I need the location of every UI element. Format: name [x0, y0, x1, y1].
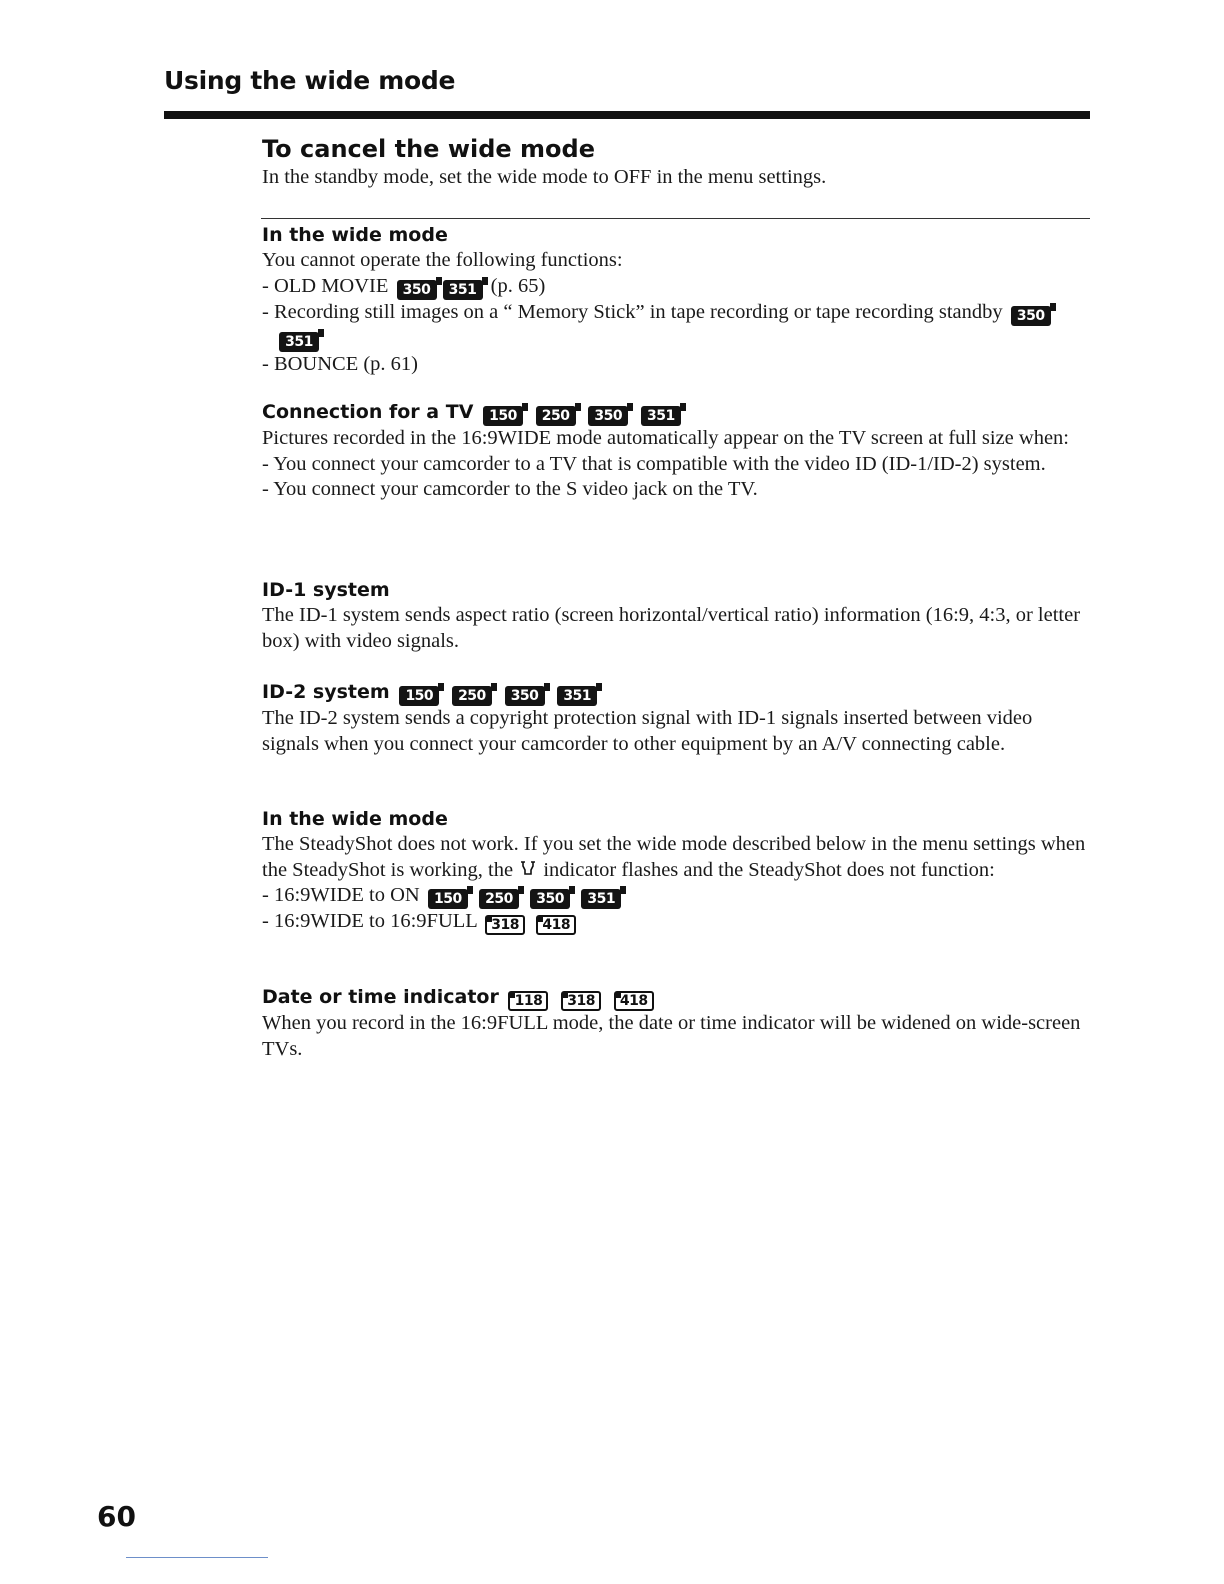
- id1-body: The ID-1 system sends aspect ratio (screen horizontal/vertical ratio) information (16:9, 4:3, or letter box) with video signals.: [262, 604, 1081, 652]
- cancel-section: [262, 165, 1092, 191]
- wide-mode-restrictions: [262, 222, 1092, 377]
- title-rule: [164, 111, 1090, 119]
- date-time-section: [262, 984, 1092, 1062]
- page-reference: (p. 65): [490, 274, 546, 297]
- model-150-icon: 150: [483, 406, 523, 426]
- model-250-icon: 250: [536, 406, 576, 426]
- id2-body: The ID-2 system sends a copyright protection signal with ID-1 signals inserted between video signals when you connect your camcorder to other equipment by an A/V connecting cable.: [262, 707, 1033, 755]
- list-item: [262, 883, 1092, 909]
- cancel-heading: To cancel the wide mode: [262, 135, 595, 163]
- model-118-icon: 118: [508, 991, 548, 1011]
- id2-heading: ID-2 system: [262, 681, 390, 703]
- list-item-text: - 16:9WIDE to 16:9FULL: [262, 910, 478, 932]
- id2-section: [262, 679, 1092, 757]
- list-item: - You connect your camcorder to the S video jack on the TV.: [262, 478, 758, 500]
- connection-section: [262, 399, 1092, 503]
- list-item: - You connect your camcorder to a TV that is compatible with the video ID (ID-1/ID-2) system.: [262, 452, 1046, 475]
- model-351-icon: 351: [279, 332, 319, 352]
- wide-mode-heading: In the wide mode: [262, 808, 448, 830]
- steadyshot-icon: [520, 860, 536, 878]
- model-351-icon: 351: [557, 686, 597, 706]
- id2-heading-row: [262, 679, 1092, 706]
- model-351-icon: 351: [581, 889, 621, 909]
- model-418-icon: 418: [614, 991, 654, 1011]
- list-item-text: - Recording still images on a “ Memory Stick” in tape recording or tape recording standby: [262, 300, 1003, 323]
- model-150-icon: 150: [428, 889, 468, 909]
- connection-heading: Connection for a TV: [262, 401, 474, 423]
- model-351-icon: 351: [641, 406, 681, 426]
- model-250-icon: 250: [479, 889, 519, 909]
- model-318-icon: 318: [561, 991, 601, 1011]
- model-150-icon: 150: [399, 686, 439, 706]
- model-350-icon: 350: [530, 889, 570, 909]
- model-350-icon: 350: [505, 686, 545, 706]
- divider: [261, 218, 1090, 219]
- steadyshot-body: The SteadyShot does not work. If you set the wide mode described below in the menu settings when the SteadyShot is working, the indicator flashes and the SteadyShot does not function:: [262, 833, 1086, 881]
- model-350-icon: 350: [397, 280, 437, 300]
- list-item-text: - OLD MOVIE: [262, 274, 389, 297]
- id1-heading: ID-1 system: [262, 579, 390, 601]
- wide-mode-intro: You cannot operate the following functions:: [262, 249, 623, 271]
- wide-mode-steadyshot: [262, 806, 1092, 935]
- list-item: - BOUNCE (p. 61): [262, 352, 419, 375]
- model-250-icon: 250: [452, 686, 492, 706]
- list-item: [262, 274, 1092, 300]
- connection-heading-row: [262, 399, 1092, 426]
- model-318-icon: 318: [485, 915, 525, 935]
- connection-body: Pictures recorded in the 16:9WIDE mode automatically appear on the TV screen at full size when:: [262, 427, 1070, 449]
- footer-line: [126, 1557, 268, 1558]
- date-time-heading-row: [262, 984, 1092, 1011]
- list-item-text: - 16:9WIDE to ON: [262, 884, 420, 906]
- page-number: 60: [97, 1500, 136, 1533]
- cancel-body: In the standby mode, set the wide mode to OFF in the menu settings.: [262, 166, 827, 188]
- date-time-body: When you record in the 16:9FULL mode, the date or time indicator will be widened on wide-screen TVs.: [262, 1012, 1081, 1060]
- model-351-icon: 351: [443, 280, 483, 300]
- model-350-icon: 350: [1011, 306, 1051, 326]
- list-item: [262, 909, 1092, 935]
- section-title: Using the wide mode: [164, 66, 456, 95]
- model-418-icon: 418: [536, 915, 576, 935]
- list-item: [262, 300, 1092, 352]
- wide-mode-heading: In the wide mode: [262, 224, 448, 246]
- model-350-icon: 350: [588, 406, 628, 426]
- date-time-heading: Date or time indicator: [262, 986, 499, 1008]
- id1-section: [262, 577, 1092, 654]
